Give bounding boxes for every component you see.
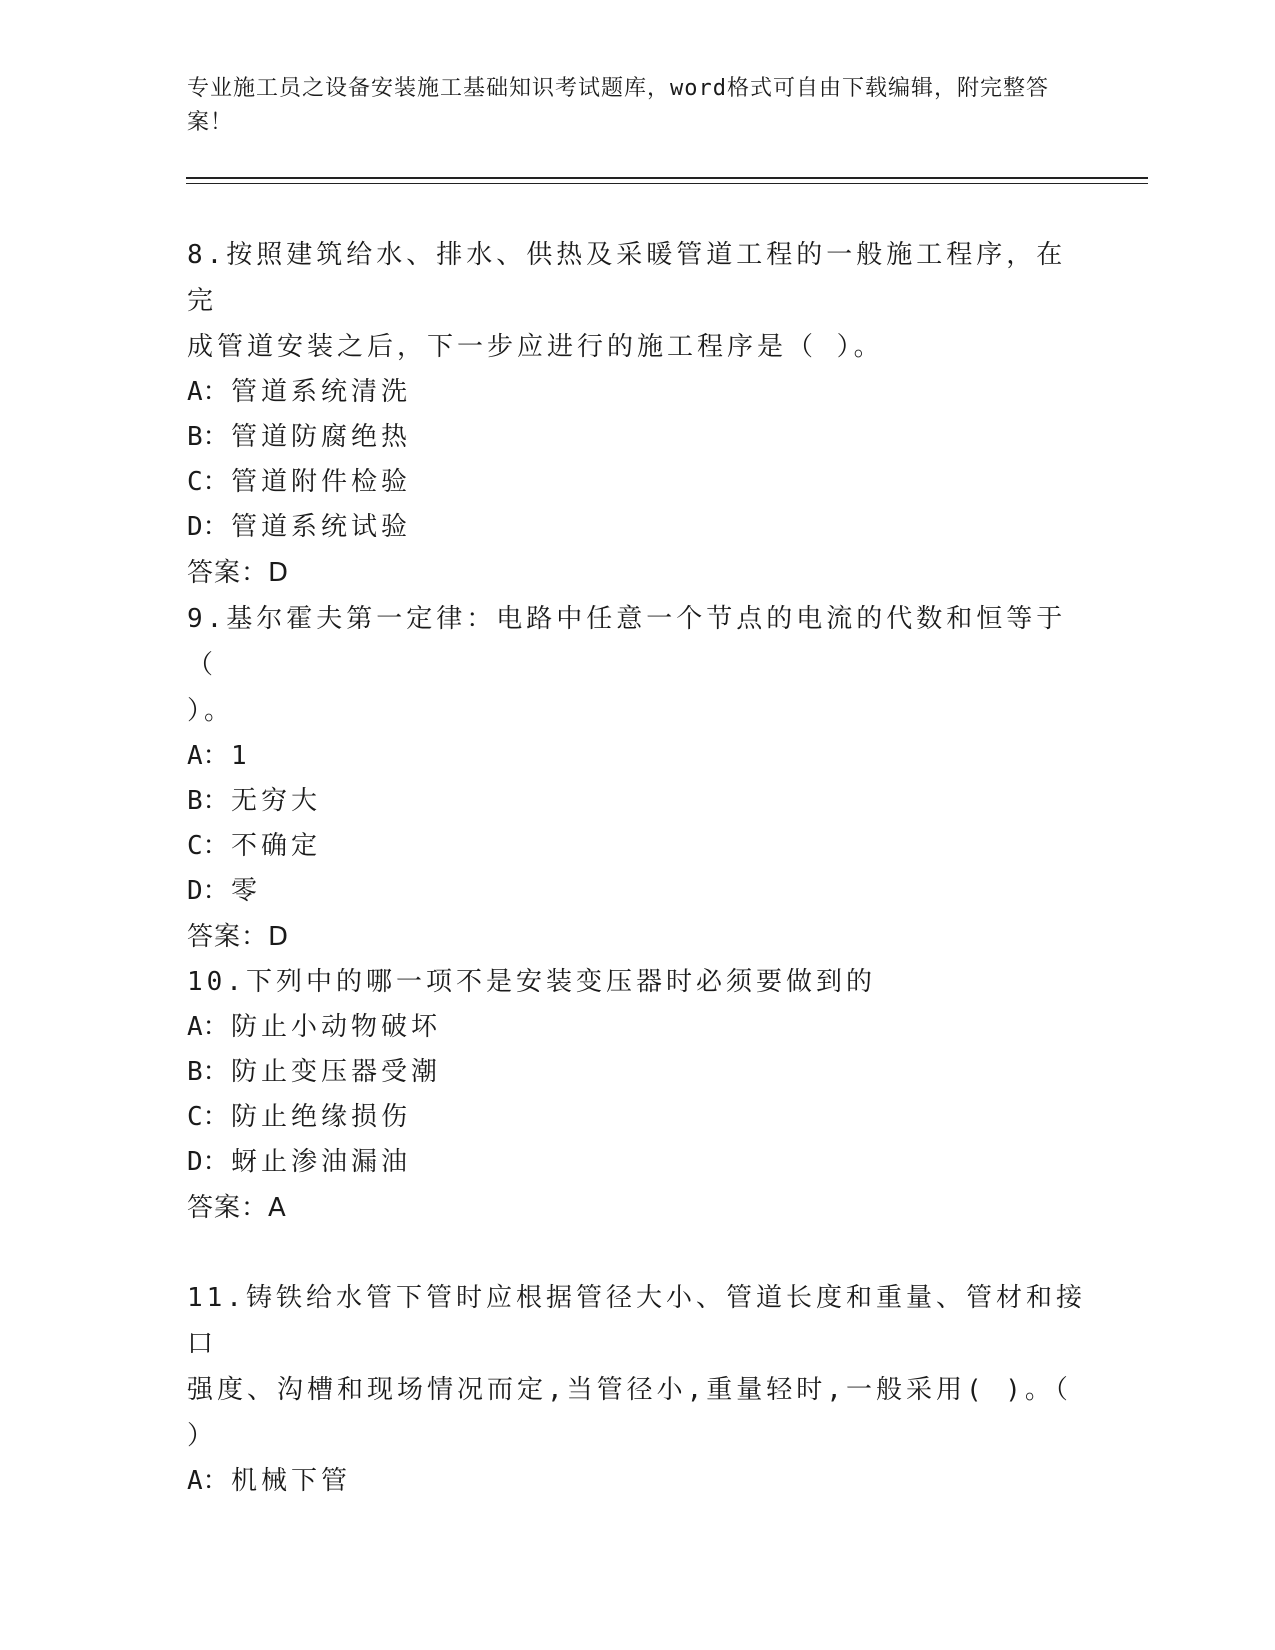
question-10 [187,959,1087,1231]
question-stem-line: 强度、沟槽和现场情况而定,当管径小,重量轻时,一般采用( )。（ [187,1375,1072,1405]
option-a [187,370,1087,415]
question-stem-line: 成管道安装之后，下一步应进行的施工程序是（ ）。 [187,332,884,362]
option-key: C： [187,1102,229,1132]
option-b [187,779,1087,824]
option-key: B： [187,422,229,452]
option-key: A： [187,1012,229,1042]
option-a [187,734,1087,779]
question-stem-line: 9.基尔霍夫第一定律：电路中任意一个节点的电流的代数和恒等于（ [187,604,1067,680]
option-text: 零 [231,876,262,906]
option-key: A： [187,1466,229,1496]
option-text: 管道防腐绝热 [231,422,412,452]
answer-line: 答案：D [187,922,290,952]
option-text: 无穷大 [231,786,322,816]
option-c [187,1095,1087,1140]
option-d [187,1140,1087,1185]
document-header: 专业施工员之设备安装施工基础知识考试题库，word格式可自由下载编辑，附完整答案！ [187,76,1049,135]
option-text: 管道附件检验 [231,467,412,497]
option-b [187,1050,1087,1095]
option-text: 蚜止渗油漏油 [231,1147,412,1177]
option-key: B： [187,1057,229,1087]
option-key: A： [187,377,229,407]
question-9 [187,596,1087,960]
option-text: 防止小动物破坏 [231,1012,442,1042]
option-key: D： [187,512,229,542]
option-c [187,460,1087,505]
header-rule-thick [186,177,1148,179]
option-key: D： [187,876,229,906]
header-rule-thin [186,183,1148,184]
option-d [187,505,1087,550]
question-8 [187,232,1087,596]
option-key: A： [187,741,229,771]
option-text: 1 [231,741,251,771]
option-c [187,824,1087,869]
option-text: 不确定 [231,831,322,861]
question-stem-line: ） [187,1421,218,1451]
question-11 [187,1275,1087,1504]
question-stem-line: ）。 [187,696,235,726]
option-key: D： [187,1147,229,1177]
question-stem-line: 10.下列中的哪一项不是安装变压器时必须要做到的 [187,967,876,997]
option-text: 机械下管 [231,1466,352,1496]
option-a [187,1459,1087,1504]
option-text: 防止绝缘损伤 [231,1102,412,1132]
option-text: 管道系统试验 [231,512,412,542]
option-key: C： [187,831,229,861]
option-text: 防止变压器受潮 [231,1057,442,1087]
option-a [187,1005,1087,1050]
option-d [187,869,1087,914]
option-text: 管道系统清洗 [231,377,412,407]
question-stem-line: 11.铸铁给水管下管时应根据管径大小、管道长度和重量、管材和接口 [187,1283,1086,1359]
option-b [187,415,1087,460]
option-key: C： [187,467,229,497]
question-stem-line: 8.按照建筑给水、排水、供热及采暖管道工程的一般施工程序，在完 [187,240,1067,316]
answer-line: 答案：D [187,558,290,588]
answer-line: 答案：A [187,1193,287,1223]
option-key: B： [187,786,229,816]
